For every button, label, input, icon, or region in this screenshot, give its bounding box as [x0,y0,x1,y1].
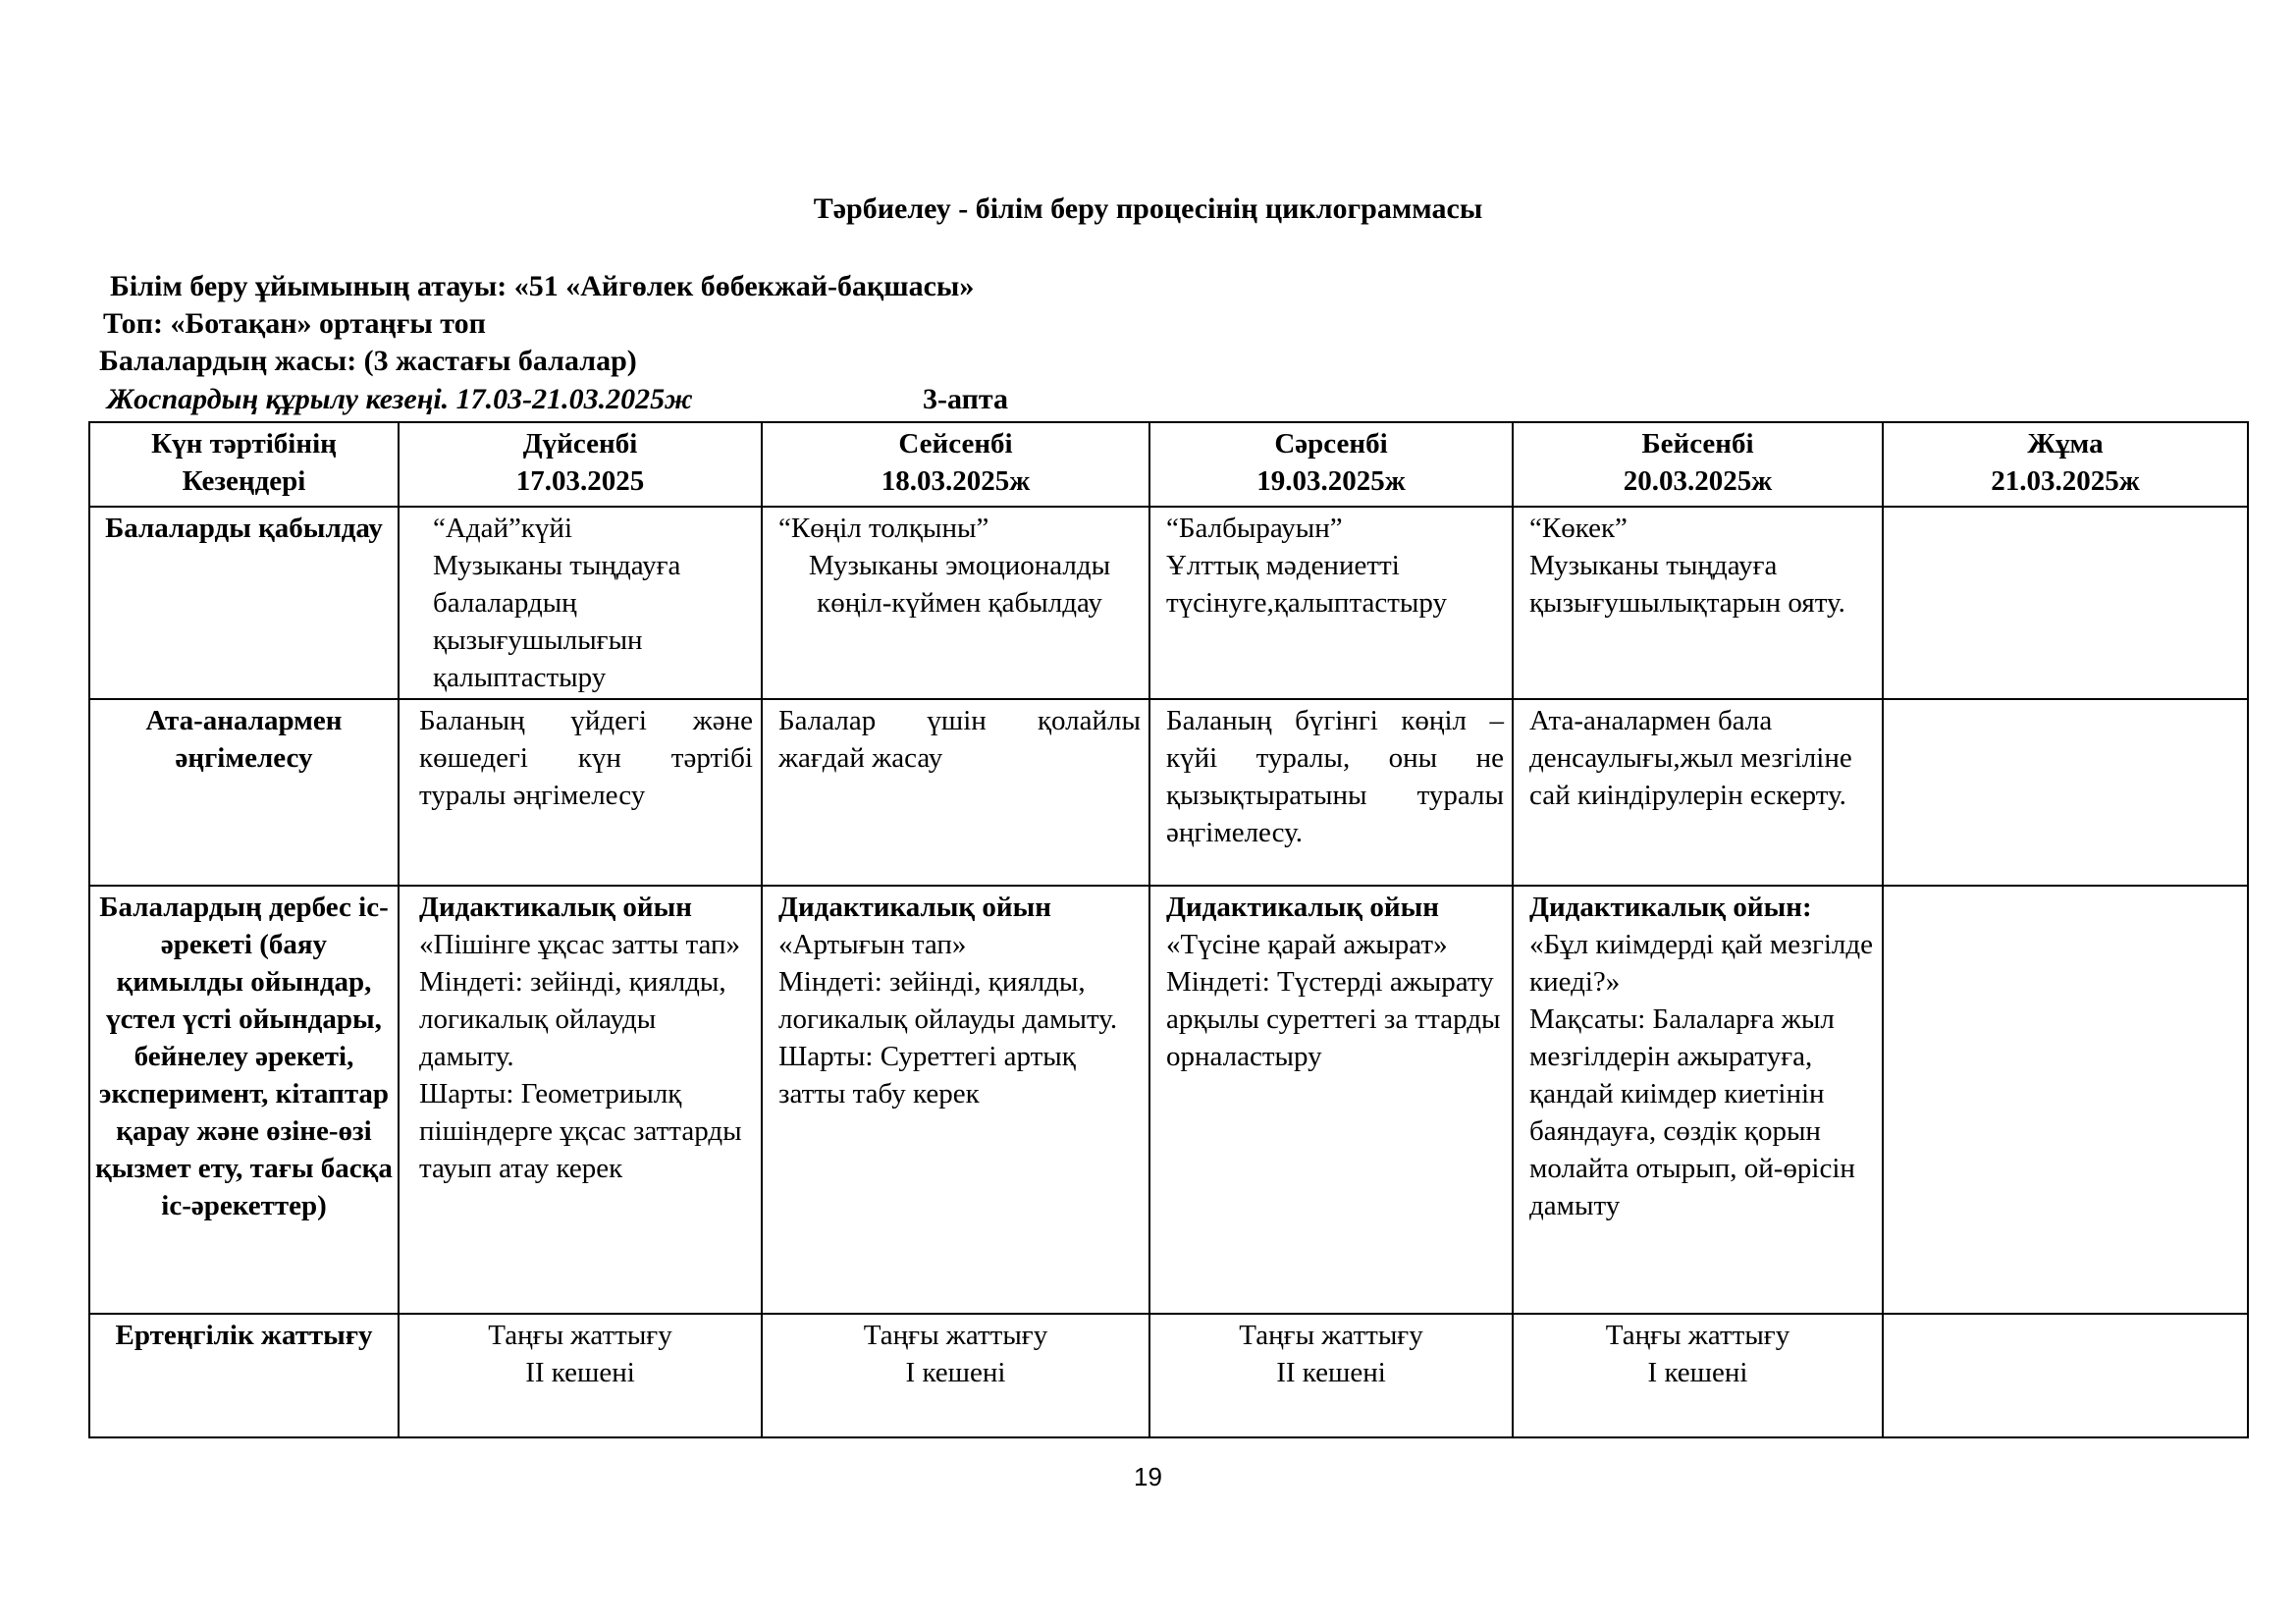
exercise-title: Таңғы жаттығу [1239,1320,1423,1351]
music-goal: Ұлттық мәдениетті түсінуге,қалыптастыру [1166,550,1447,619]
music-title: “Адай”күйі [433,513,572,544]
cell-monday [399,507,762,699]
cell-thursday: Ата-аналармен бала денсаулығы,жыл мезгіліне сай киіндірулерін ескерту. [1513,699,1883,886]
table-row-parents [89,699,2248,886]
week-label: 3-апта [923,383,1008,415]
cell-tuesday [762,886,1149,1314]
header-day-friday [1883,422,2248,507]
cell-wednesday: Баланың бүгінгі көңіл – күйі туралы, оны не қызықтыратыны туралы әңгімелесу. [1149,699,1513,886]
game-goal: Міндеті: Түстерді ажырату арқылы суреттегі за ттарды орналастыру [1166,966,1501,1072]
header-day-monday [399,422,762,507]
cell-wednesday [1149,1314,1513,1437]
cell-tuesday [762,507,1149,699]
day-name: Бейсенбі [1641,428,1754,460]
table-header-row [89,422,2248,507]
exercise-title: Таңғы жаттығу [1605,1320,1790,1351]
game-goal: Мақсаты: Балаларға жыл мезгілдерін ажыратуға, қандай киімдер киетінін баяндауға, сөздік қорын молайта отырып, ой-өрісін дамыту [1529,1003,1855,1221]
cell-wednesday [1149,886,1513,1314]
day-date: 20.03.2025ж [1623,465,1773,497]
day-name: Жұма [2027,428,2104,460]
day-name: Сейсенбі [898,428,1013,460]
day-name: Сәрсенбі [1274,428,1388,460]
game-type: Дидактикалық ойын: [1529,892,1812,923]
exercise-set: ІІ кешені [525,1357,635,1388]
cell-wednesday [1149,507,1513,699]
header-day-wednesday [1149,422,1513,507]
stage-cell: Балалардың дербес іс-әрекеті (баяу қимылды ойындар, үстел үсті ойындары, бейнелеу әрекеті, эксперимент, кітаптар қарау және өзіне-өзі қызмет ету, тағы басқа іс-әрекеттер) [89,886,399,1314]
stage-cell: Ата-аналармен әңгімелесу [89,699,399,886]
header-stage [89,422,399,507]
music-goal: Музыканы тыңдауға балалардың қызығушылығын қалыптастыру [433,550,681,693]
game-goal: Міндеті: зейінді, қиялды, логикалық ойлауды дамыту. [419,966,726,1072]
plan-period-text: Жоспардың құрылу кезеңі. 17.03-21.03.2025ж [107,383,693,415]
exercise-title: Таңғы жаттығу [488,1320,672,1351]
game-name: «Бұл киімдерді қай мезгілде киеді?» [1529,929,1874,998]
cell-thursday [1513,1314,1883,1437]
cell-friday [1883,886,2248,1314]
cell-friday [1883,1314,2248,1437]
cell-thursday [1513,886,1883,1314]
day-name: Дүйсенбі [522,428,638,460]
header-stage-line1: Күн тәртібінің [151,428,337,460]
cell-friday [1883,507,2248,699]
cyclogram-table [88,421,2249,1438]
day-date: 21.03.2025ж [1991,465,2140,497]
cell-friday [1883,699,2248,886]
game-rule: Шарты: Суреттегі артық затты табу керек [778,1041,1076,1110]
plan-period [107,383,1008,416]
game-name: «Түсіне қарай ажырат» [1166,929,1448,960]
page-number: 19 [1134,1462,1162,1491]
game-rule: Шарты: Геометриылқ пішіндерге ұқсас заттарды тауып атау керек [419,1078,742,1184]
day-date: 18.03.2025ж [881,465,1031,497]
cell-monday [399,1314,762,1437]
document-title: Тәрбиелеу - білім беру процесінің циклограммасы [813,192,1483,225]
cell-tuesday [762,1314,1149,1437]
header-stage-line2: Кезеңдері [182,465,306,497]
exercise-set: ІІ кешені [1276,1357,1386,1388]
stage-cell: Балаларды қабылдау [89,507,399,699]
game-goal: Міндеті: зейінді, қиялды, логикалық ойлауды дамыту. [778,966,1118,1035]
cell-monday: Баланың үйдегі және көшедегі күн тәртібі туралы әңгімелесу [399,699,762,886]
cell-tuesday: Балалар үшін қолайлы жағдай жасау [762,699,1149,886]
music-title: “Көңіл толқыны” [778,513,989,544]
game-type: Дидактикалық ойын [778,892,1051,923]
game-name: «Артығын тап» [778,929,967,960]
exercise-set: І кешені [1647,1357,1748,1388]
day-date: 19.03.2025ж [1256,465,1406,497]
cell-monday [399,886,762,1314]
game-type: Дидактикалық ойын [419,892,692,923]
game-type: Дидактикалық ойын [1166,892,1439,923]
org-name: Білім беру ұйымының атауы: «51 «Айгөлек бөбекжай-бақшасы» [110,270,975,302]
stage-cell: Ертеңгілік жаттығу [89,1314,399,1437]
header-day-thursday [1513,422,1883,507]
game-name: «Пішінге ұқсас затты тап» [419,929,741,960]
table-row-reception [89,507,2248,699]
music-title: “Балбырауын” [1166,513,1343,544]
day-date: 17.03.2025 [515,465,645,497]
exercise-title: Таңғы жаттығу [863,1320,1048,1351]
header-day-tuesday [762,422,1149,507]
music-goal: Музыканы эмоционалды көңіл-күймен қабылдау [808,550,1111,619]
music-goal: Музыканы тыңдауға қызығушылықтарын ояту. [1529,550,1845,619]
table-row-exercise [89,1314,2248,1437]
children-age: Балалардың жасы: (3 жастағы балалар) [99,345,637,377]
cell-thursday [1513,507,1883,699]
exercise-set: І кешені [905,1357,1006,1388]
group-name: Топ: «Ботақан» ортаңғы топ [103,307,486,340]
music-title: “Көкек” [1529,513,1628,544]
table-row-activities [89,886,2248,1314]
